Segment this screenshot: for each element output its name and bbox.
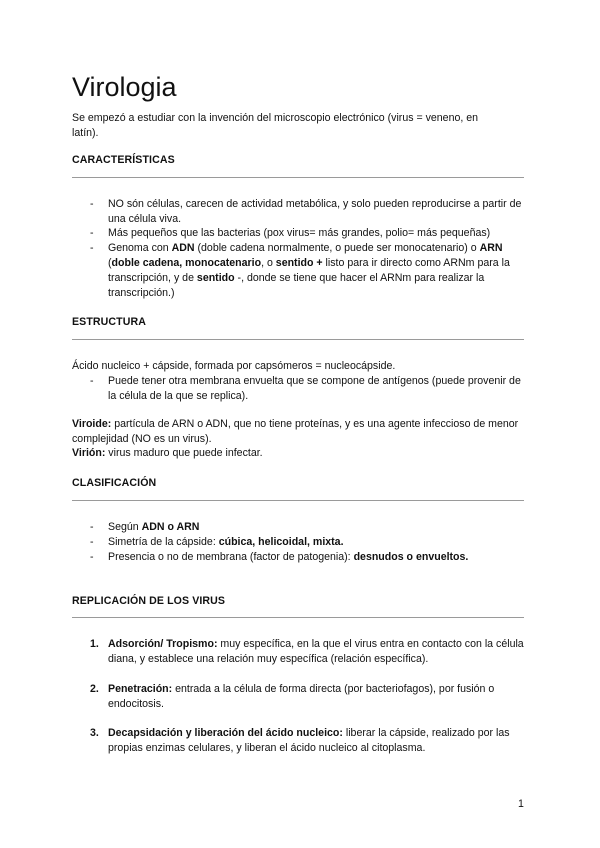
bullet-dash: - bbox=[90, 227, 94, 239]
list-item-text: NO són células, carecen de actividad metabólica, y solo pueden reproducirse a partir de una célula viva. bbox=[108, 198, 522, 225]
list-item-text: Adsorción/ Tropismo: muy específica, en la que el virus entra en contacto con la célula diana, y establece una relación muy específica (relación específica). bbox=[108, 638, 524, 665]
estructura-paragraph: Ácido nucleico + cápside, formada por capsómeros = nucleocápside. bbox=[72, 360, 396, 372]
bullet-dash: - bbox=[90, 375, 94, 387]
bullet-dash: - bbox=[90, 536, 94, 548]
section-heading-caracteristicas: CARACTERÍSTICAS bbox=[72, 154, 175, 166]
bullet-dash: - bbox=[90, 242, 94, 254]
section-heading-clasificacion: CLASIFICACIÓN bbox=[72, 477, 157, 489]
list-number: 3. bbox=[90, 727, 99, 739]
list-item-text: Simetría de la cápside: cúbica, helicoidal, mixta. bbox=[108, 536, 344, 548]
viroide-label: Viroide: bbox=[72, 418, 112, 430]
list-item-text: Presencia o no de membrana (factor de patogenia): desnudos o envueltos. bbox=[108, 551, 469, 563]
list-item-text: Penetración: entrada a la célula de forma directa (por bacteriofagos), por fusión o endocitosis. bbox=[108, 683, 495, 710]
section-divider bbox=[72, 500, 524, 501]
section-heading-replicacion: REPLICACIÓN DE LOS VIRUS bbox=[72, 595, 226, 607]
list-number: 1. bbox=[90, 638, 99, 650]
intro-paragraph: Se empezó a estudiar con la invención del microscopio electrónico (virus = veneno, en latín). bbox=[72, 112, 479, 139]
page-number: 1 bbox=[518, 798, 524, 810]
viroide-definition: Viroide: partícula de ARN o ADN, que no tiene proteínas, y es una agente infeccioso de menor complejidad (NO es un virus). bbox=[72, 418, 519, 445]
list-number: 2. bbox=[90, 683, 99, 695]
list-item-text: Puede tener otra membrana envuelta que se compone de antígenos (puede provenir de la célula de la que se replica). bbox=[108, 375, 521, 402]
section-divider bbox=[72, 177, 524, 178]
section-heading-estructura: ESTRUCTURA bbox=[72, 316, 146, 328]
list-item-text: Decapsidación y liberación del ácido nucleico: liberar la cápside, realizado por las propias enzimas celulares, y liberan el ácido nucleico al citoplasma. bbox=[108, 727, 510, 754]
section-divider bbox=[72, 339, 524, 340]
virion-definition: Virión: virus maduro que puede infectar. bbox=[72, 447, 263, 459]
list-item-text: Más pequeños que las bacterias (pox virus= más grandes, polio= más pequeñas) bbox=[108, 227, 491, 239]
list-item-text: Genoma con ADN (doble cadena normalmente, o puede ser monocatenario) o ARN (doble cadena, monocatenario, o sentido + listo para ir directo como ARNm para la transcripción, y de sentido -, donde se tiene que hacer el ARNm para realizar la transcripción.) bbox=[108, 242, 510, 299]
section-divider bbox=[72, 617, 524, 618]
bullet-dash: - bbox=[90, 198, 94, 210]
list-item-text: Según ADN o ARN bbox=[108, 521, 200, 533]
virion-label: Virión: bbox=[72, 447, 106, 459]
bullet-dash: - bbox=[90, 551, 94, 563]
page-title: Virologia bbox=[72, 72, 177, 102]
bullet-dash: - bbox=[90, 521, 94, 533]
